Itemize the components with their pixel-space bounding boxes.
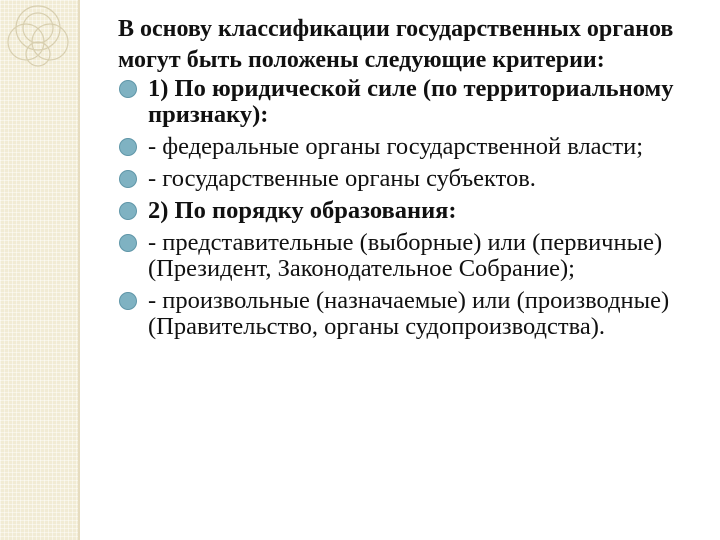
bullet-disc-icon [118, 291, 138, 311]
bullet-disc-icon [118, 137, 138, 157]
bullet-disc-icon [118, 201, 138, 221]
list-item-text: - произвольные (назначаемые) или (производные) (Правительство, органы судопроизводства). [148, 287, 670, 340]
slide-content [118, 14, 708, 340]
list-item [118, 198, 708, 224]
decorative-ornament [4, 2, 76, 82]
side-band-edge [78, 0, 80, 540]
list-item-text: - представительные (выборные) или (первичные) (Президент, Законодательное Собрание); [148, 229, 663, 282]
list-item [118, 288, 708, 340]
list-item-text: - федеральные органы государственной власти; [148, 133, 644, 160]
list-item [118, 230, 708, 282]
bullet-disc-icon [118, 169, 138, 189]
slide-heading: В основу классификации государственных органов могут быть положены следующие критерии: [118, 16, 674, 73]
bullet-list [118, 76, 708, 340]
bullet-disc-icon [118, 233, 138, 253]
bullet-disc-icon [118, 79, 138, 99]
list-item-text: 2) По порядку образования: [148, 197, 457, 224]
list-item [118, 134, 708, 160]
list-item [118, 166, 708, 192]
list-item [118, 76, 708, 128]
list-item-text: 1) По юридической силе (по территориальному признаку): [148, 75, 674, 128]
list-item-text: - государственные органы субъектов. [148, 165, 536, 192]
